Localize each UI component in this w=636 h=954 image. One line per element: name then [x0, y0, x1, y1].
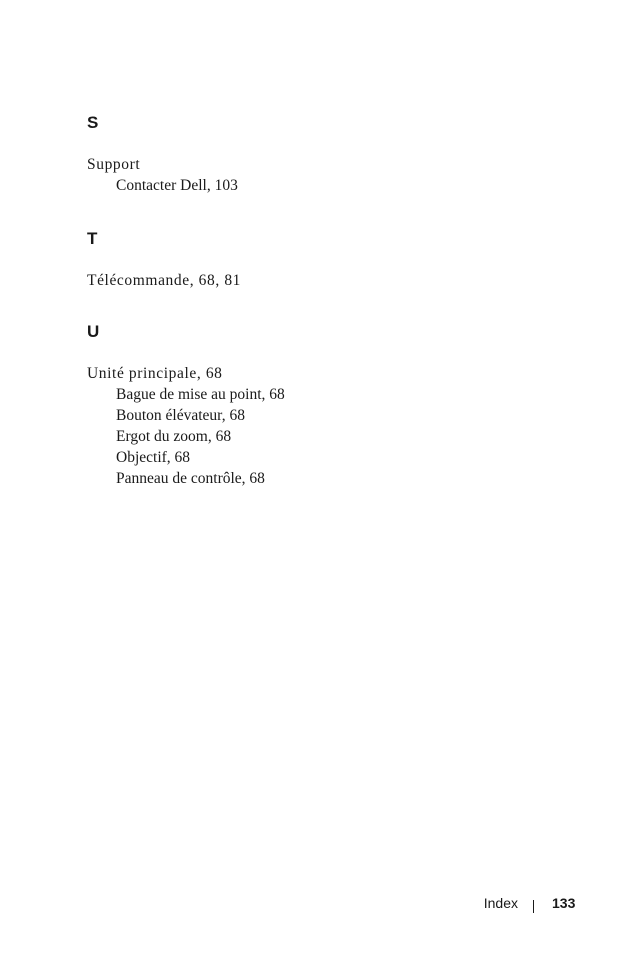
index-subentry: Bouton élévateur, 68 [116, 407, 245, 424]
index-section-t [87, 229, 241, 291]
section-letter: U [87, 322, 100, 341]
index-section-s [87, 113, 238, 196]
index-subentry: Ergot du zoom, 68 [116, 428, 232, 445]
footer-divider [533, 900, 534, 913]
section-letter: S [87, 113, 99, 132]
section-letter: T [87, 229, 98, 248]
index-subentry: Panneau de contrôle, 68 [116, 470, 265, 487]
page-footer [0, 893, 636, 915]
index-entry: Unité principale, 68 [87, 365, 223, 382]
index-subentry: Contacter Dell, 103 [116, 177, 238, 194]
index-subentry: Objectif, 68 [116, 449, 191, 466]
page-number: 133 [552, 895, 576, 911]
footer-section-label: Index [483, 895, 518, 911]
index-entry: Télécommande, 68, 81 [87, 272, 242, 289]
index-subentry: Bague de mise au point, 68 [116, 386, 285, 403]
index-entry: Support [87, 156, 141, 173]
index-section-u [87, 322, 285, 489]
